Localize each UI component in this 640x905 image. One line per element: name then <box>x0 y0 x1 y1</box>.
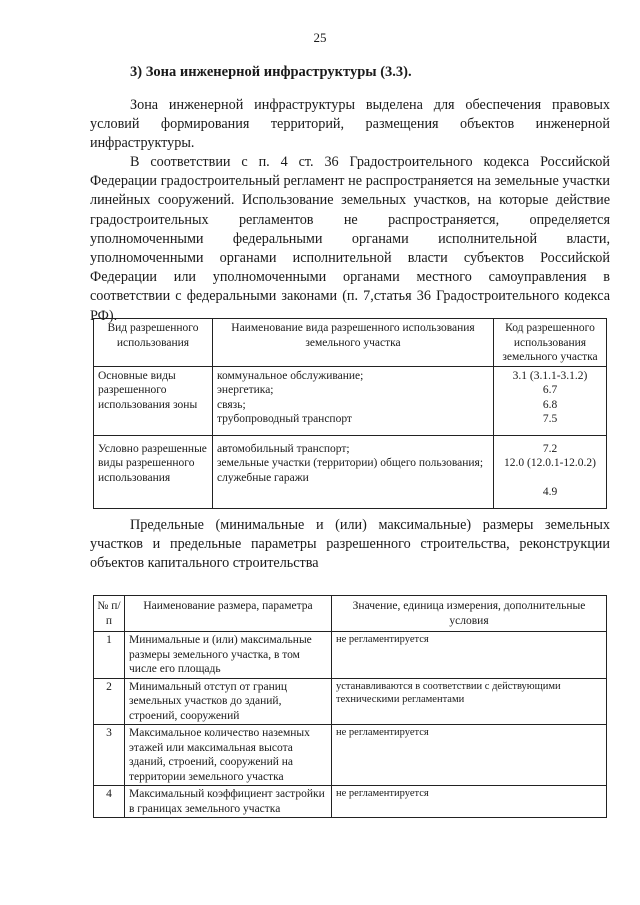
table-row <box>94 678 607 725</box>
usage-group-main <box>94 366 607 435</box>
usage-group-conditional <box>94 435 607 508</box>
param-value: не регламентируется <box>332 725 607 786</box>
table-row <box>94 725 607 786</box>
usage-code-item: 6.7 <box>542 384 558 396</box>
usage-code-item: 7.5 <box>542 413 558 425</box>
usage-group-type: Условно разрешенные виды разрешенного использования <box>94 435 213 508</box>
params-col-num-header: № п/п <box>94 596 125 632</box>
paragraph-legal-basis: В соответствии с п. 4 ст. 36 Градостроительного кодекса Российской Федерации градостроительный регламент не распространяется на земельные участки линейных сооружений. Использование земельных участков, на которые действие градостроительных регламентов не распространяется, определяется уполномоченными федеральными органами исполнительной власти, уполномоченными органами исполнительной власти субъектов Российской Федерации или уполномоченными органами местного самоуправления в соответствии с федеральными законами (п. 7,статья 36 Градостроительного кодекса РФ). <box>90 154 610 324</box>
param-num: 2 <box>94 678 125 725</box>
param-num: 3 <box>94 725 125 786</box>
paragraph-purpose: Зона инженерной инфраструктуры выделена для обеспечения правовых условий формирования территорий, размещения объектов инженерной инфраструктуры. <box>90 97 610 152</box>
params-col-name-header: Наименование размера, параметра <box>125 596 332 632</box>
param-name: Минимальный отступ от границ земельных участков до зданий, строений, сооружений <box>125 678 332 725</box>
params-table-header-row <box>94 596 607 632</box>
usage-name-item: связь; <box>217 398 246 411</box>
usage-types-table <box>93 318 607 509</box>
usage-name-item: служебные гаражи <box>217 471 309 484</box>
page-number: 25 <box>313 30 327 45</box>
usage-name-item: коммунальное обслуживание; <box>217 369 364 382</box>
param-value: не регламентируется <box>332 786 607 818</box>
paragraph-parameters-intro: Предельные (минимальные и (или) максимальные) размеры земельных участков и предельные параметры разрешенного строительства, реконструкции объектов капитального строительства <box>90 517 610 572</box>
usage-group-names <box>213 366 494 435</box>
usage-col-name-header: Наименование вида разрешенного использования земельного участка <box>213 319 494 367</box>
usage-col-type-header: Вид разрешенного использования <box>94 319 213 367</box>
usage-name-item: автомобильный транспорт; <box>217 442 350 455</box>
param-name: Максимальное количество наземных этажей или максимальная высота зданий, строений, сооружений на территории земельного участка <box>125 725 332 786</box>
parameters-table <box>93 595 607 818</box>
usage-code-spacer <box>498 471 602 486</box>
usage-name-item: земельные участки (территории) общего пользования; <box>217 457 484 469</box>
section-heading: 3) Зона инженерной инфраструктуры (3.3). <box>130 64 412 80</box>
params-col-value-header: Значение, единица измерения, дополнительные условия <box>332 596 607 632</box>
usage-name-item: трубопроводный транспорт <box>217 413 352 425</box>
usage-code-item: 12.0 (12.0.1-12.0.2) <box>504 457 596 469</box>
usage-table-header-row <box>94 319 607 367</box>
param-num: 1 <box>94 632 125 679</box>
param-value: не регламентируется <box>332 632 607 679</box>
param-num: 4 <box>94 786 125 818</box>
usage-group-codes <box>494 366 607 435</box>
param-value: устанавливаются в соответствии с действующими техническими регламентами <box>332 678 607 725</box>
usage-code-item: 7.2 <box>542 442 558 455</box>
param-name: Максимальный коэффициент застройки в границах земельного участка <box>125 786 332 818</box>
usage-code-item: 6.8 <box>542 398 558 411</box>
table-row <box>94 632 607 679</box>
usage-group-type: Основные виды разрешенного использования зоны <box>94 366 213 435</box>
usage-col-code-header: Код разрешенного использования земельного участка <box>494 319 607 367</box>
usage-group-codes <box>494 435 607 508</box>
usage-group-names <box>213 435 494 508</box>
usage-code-item: 3.1 (3.1.1-3.1.2) <box>512 369 588 382</box>
usage-code-item: 4.9 <box>542 486 558 498</box>
table-row <box>94 786 607 818</box>
usage-name-item: энергетика; <box>217 384 274 396</box>
param-name: Минимальные и (или) максимальные размеры земельного участка, в том числе его площадь <box>125 632 332 679</box>
